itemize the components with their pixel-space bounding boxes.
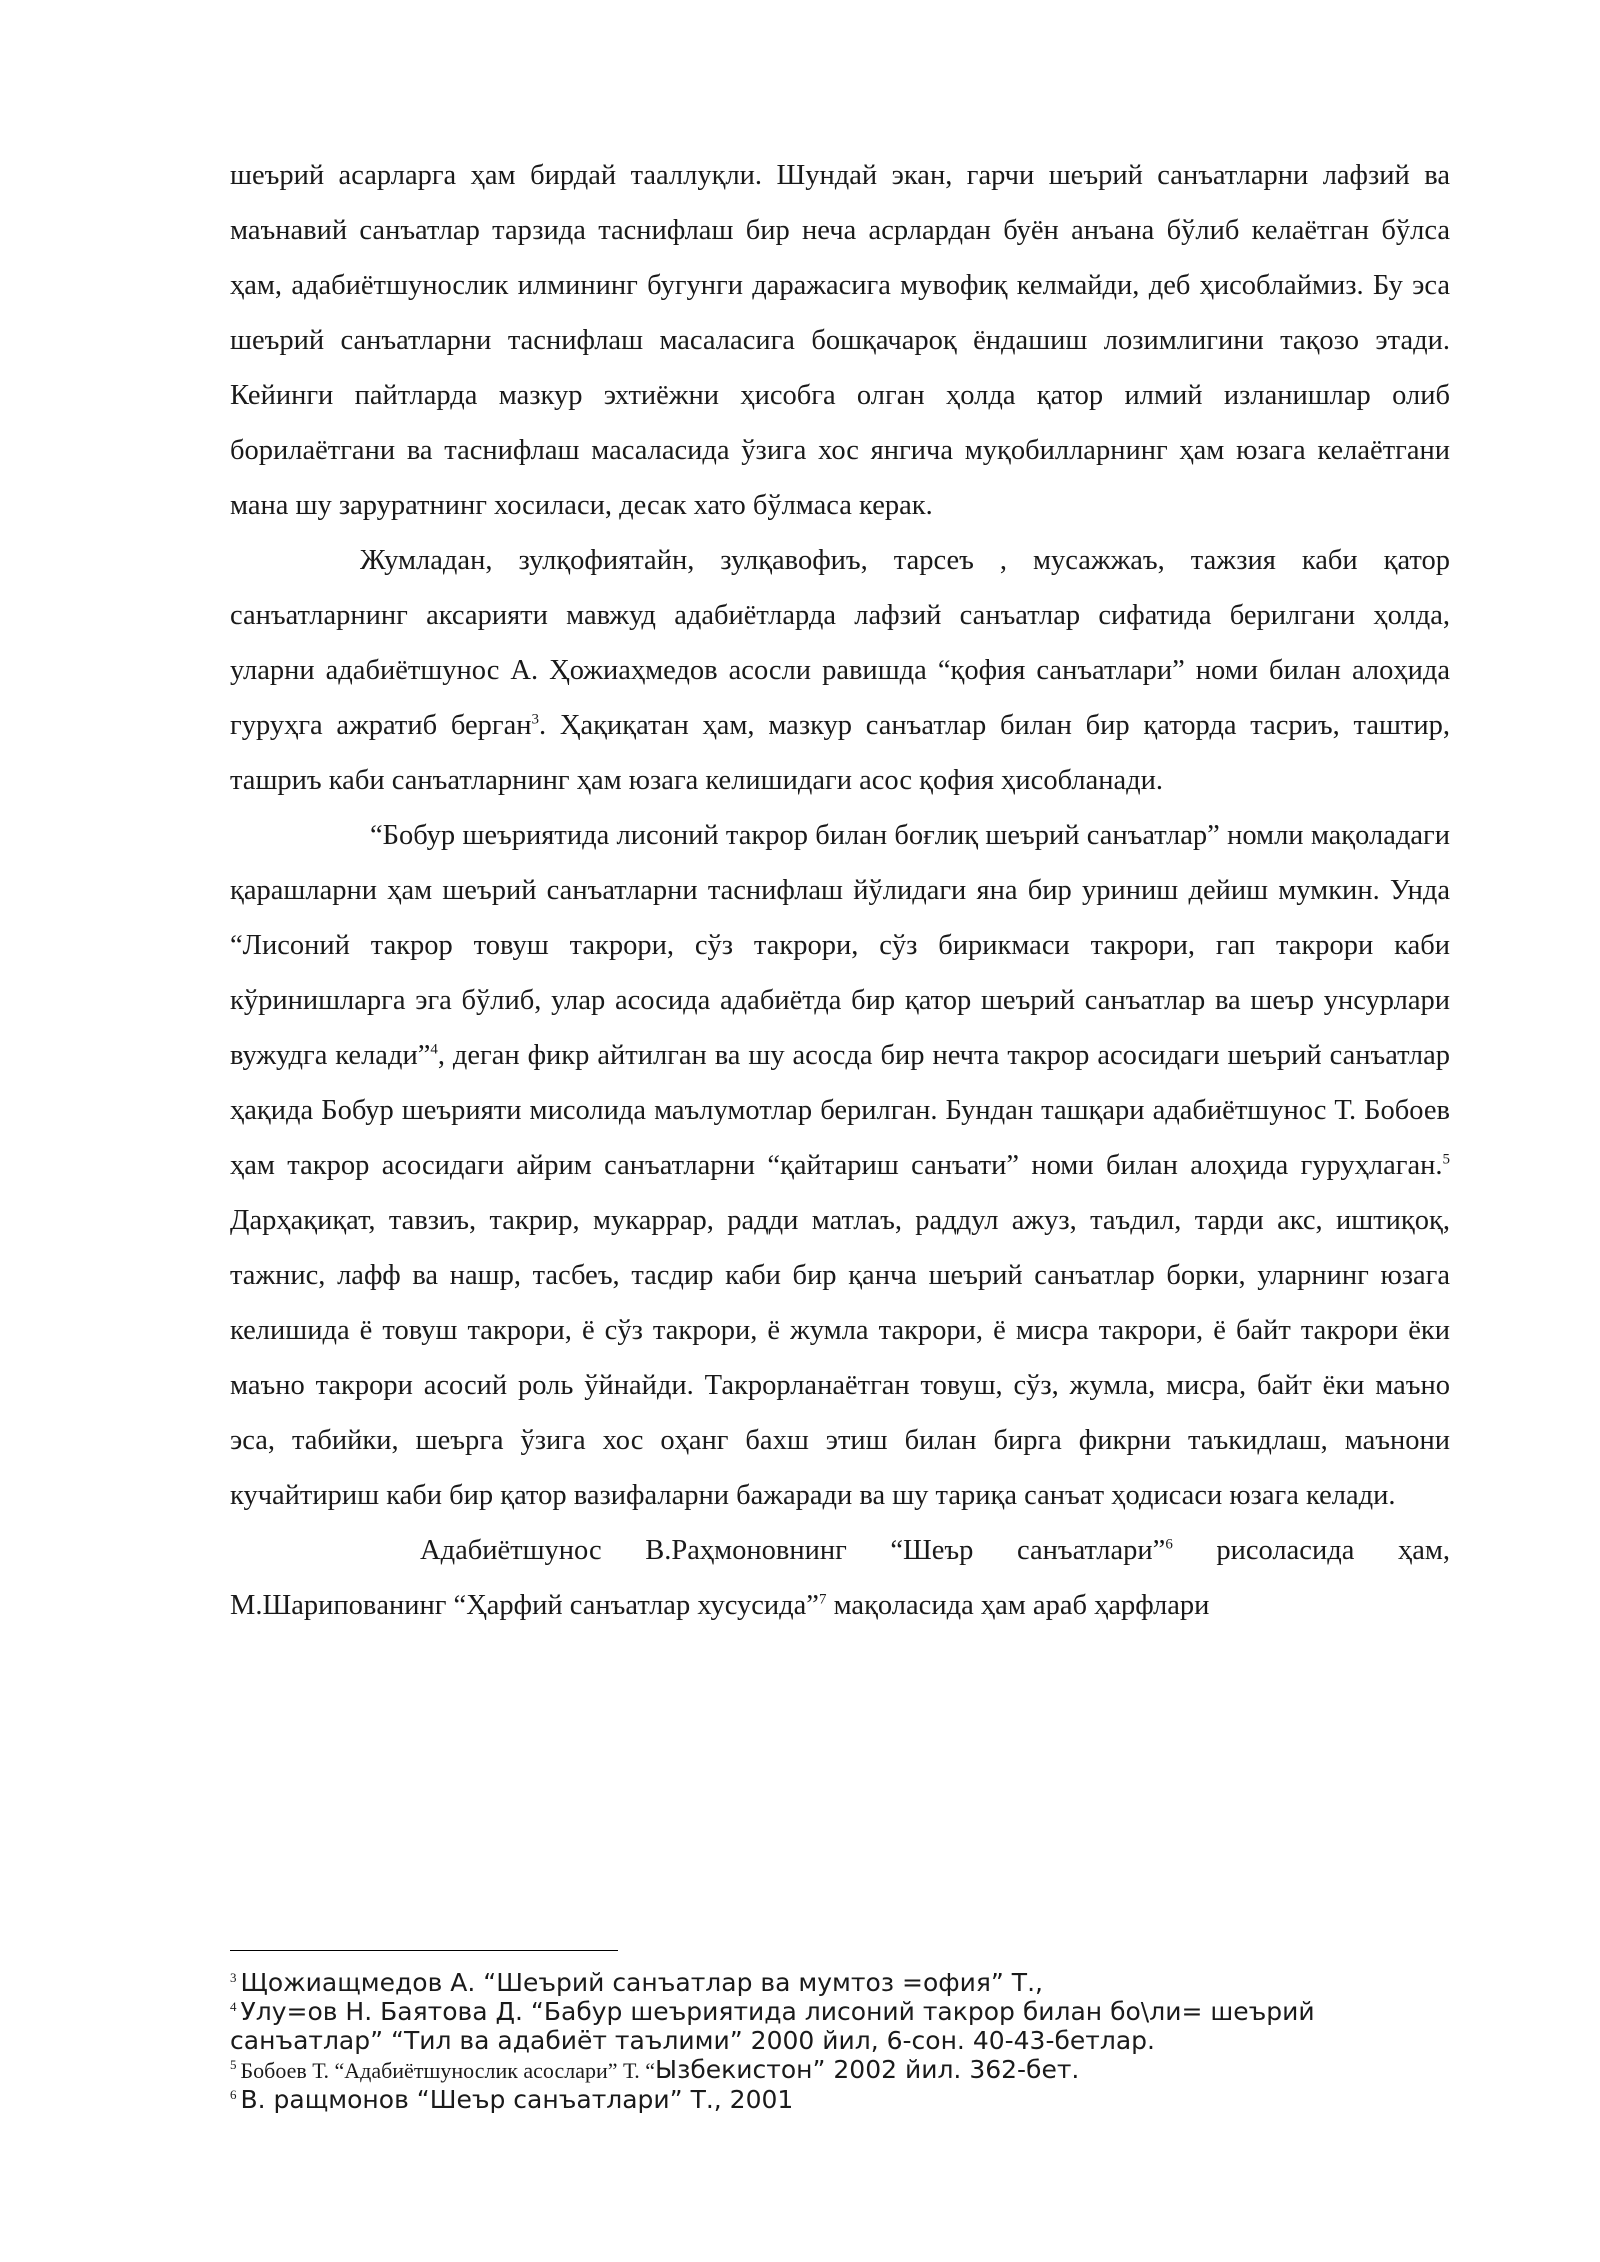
footnote-ref-4[interactable]: 4 <box>430 1041 438 1058</box>
paragraph-4-text-c: мақоласида ҳам араб ҳарфлари <box>826 1590 1210 1621</box>
paragraph-3-text-b: , деган фикр айтилган ва шу асосда бир нечта такрор асосидаги шеърий санъатлар ҳақида Бобур шеърияти мисолида маълумотлар берилган. Бундан ташқари адабиётшунос Т. Бобоев ҳам такрор асосидаги айрим санъатларни “қайтариш санъати” номи билан алоҳида гуруҳлаган. <box>230 1040 1450 1181</box>
footnote-separator <box>230 1950 618 1951</box>
paragraph-1-text: шеърий асарларга ҳам бирдай тааллуқли. Шундай экан, гарчи шеърий санъатларни лафзий ва маънавий санъатлар тарзида таснифлаш бир неча асрлардан буён анъана бўлиб келаётган бўлса ҳам, адабиётшунослик илмининг бугунги даражасига мувофиқ келмайди, деб ҳисоблаймиз. Бу эса шеърий санъатларни таснифлаш масаласига бошқачароқ ёндашиш лозимлигини тақозо этади. Кейинги пайтларда мазкур эхтиёжни ҳисобга олган ҳолда қатор илмий изланишлар олиб борилаётгани ва таснифлаш масаласида ўзига хос янгича муқобилларнинг ҳам юзага келаётгани мана шу заруратнинг хосиласи, десак хато бўлмаса керак. <box>230 160 1450 521</box>
paragraph-4-text-b: рисоласида ҳам, М.Шариповaнинг “Ҳарфий санъатлар хусусида” <box>230 1535 1450 1621</box>
footnote-mark-5: 5 <box>230 2056 237 2072</box>
paragraph-3 <box>230 808 1450 1523</box>
footnote-5-text-serif: Бобоев Т. “Адабиётшунослик асослари” Т. “ <box>240 2058 656 2083</box>
footnote-6 <box>230 2085 1450 2114</box>
footnote-ref-5[interactable]: 5 <box>1442 1151 1450 1168</box>
footnote-mark-3: 3 <box>230 1969 237 1985</box>
paragraph-1 <box>230 148 1450 533</box>
paragraph-4 <box>230 1523 1450 1633</box>
footnote-ref-6[interactable]: 6 <box>1165 1536 1173 1553</box>
footnote-mark-6: 6 <box>230 2086 237 2102</box>
paragraph-2-text-b: . Ҳақиқатан ҳам, мазкур санъатлар билан бир қаторда тасриъ, таштир, ташриъ каби санъатларнинг ҳам юзага келишидаги асос қофия ҳисобланади. <box>230 710 1450 796</box>
paragraph-3-text-a: “Бобур шеъриятида лисоний такрор билан боғлиқ шеърий санъатлар” номли мақоладаги қарашларни ҳам шеърий санъатларни таснифлаш йўлидаги яна бир уриниш дейиш мумкин. Унда “Лисоний такрор товуш такрори, сўз такрори, сўз бирикмаси такрори, гап такрори каби кўринишларга эга бўлиб, улар асосида адабиётда бир қатор шеърий санъатлар ва шеър унсурлари вужудга келади” <box>230 820 1450 1071</box>
footnote-3 <box>230 1968 1450 1997</box>
paragraph-3-text-c: Дарҳақиқат, тавзиъ, такрир, мукаррар, радди матлаъ, раддул ажуз, таъдил, тарди акс, иштиқоқ, тажнис, лафф ва нашр, тасбеъ, тасдир каби бир қанча шеърий санъатлар борки, уларнинг юзага келишида ё товуш такрори, ё сўз такрори, ё жумла такрори, ё мисра такрори, ё байт такрори ёки маъно такрори асосий роль ўйнайди. Такрорланаётган товуш, сўз, жумла, мисра, байт ёки маъно эса, табийки, шеърга ўзига хос оҳанг бахш этиш билан бирга фикрни таъкидлаш, маънони кучайтириш каби бир қатор вазифаларни бажаради ва шу тариқа санъат ҳодисаси юзага келади. <box>230 1205 1450 1511</box>
paragraph-2 <box>230 533 1450 808</box>
paragraph-4-text-a: Адабиётшунос В.Раҳмоновнинг “Шеър санъатлари” <box>420 1535 1166 1566</box>
footnote-6-text: В. ращмонов “Шеър санъатлари” Т., 2001 <box>240 2085 794 2114</box>
footnotes <box>230 1968 1450 2114</box>
footnote-5-text-sans: Ызбекистон” 2002 йил. 362-бет. <box>655 2055 1080 2084</box>
footnote-mark-4: 4 <box>230 1998 237 2014</box>
footnote-ref-3[interactable]: 3 <box>531 711 540 728</box>
footnote-5 <box>230 2055 1450 2085</box>
footnote-4-text: Улу=ов Н. Баятова Д. “Бабур шеъриятида лисоний такрор билан бо\ли= шеърий санъатлар” “Тил ва адабиёт таълими” 2000 йил, 6-сон. 40-43-бетлар. <box>230 1997 1315 2055</box>
paragraph-2-text-a: Жумладан, зулқофиятайн, зулқавофиъ, тарсеъ , мусажжаъ, тажзия каби қатор санъатларнинг аксарияти мавжуд адабиётларда лафзий санъатлар сифатида берилгани ҳолда, уларни адабиётшунос А. Ҳожиаҳмедов асосли равишда “қофия санъатлари” номи билан алоҳида гуруҳга ажратиб берган <box>230 545 1450 741</box>
body-text <box>230 148 1450 1633</box>
footnote-4 <box>230 1997 1450 2055</box>
footnote-ref-7[interactable]: 7 <box>818 1591 827 1608</box>
footnote-3-text: Щожиащмедов А. “Шеърий санъатлар ва мумтоз =офия” Т., <box>240 1968 1043 1997</box>
